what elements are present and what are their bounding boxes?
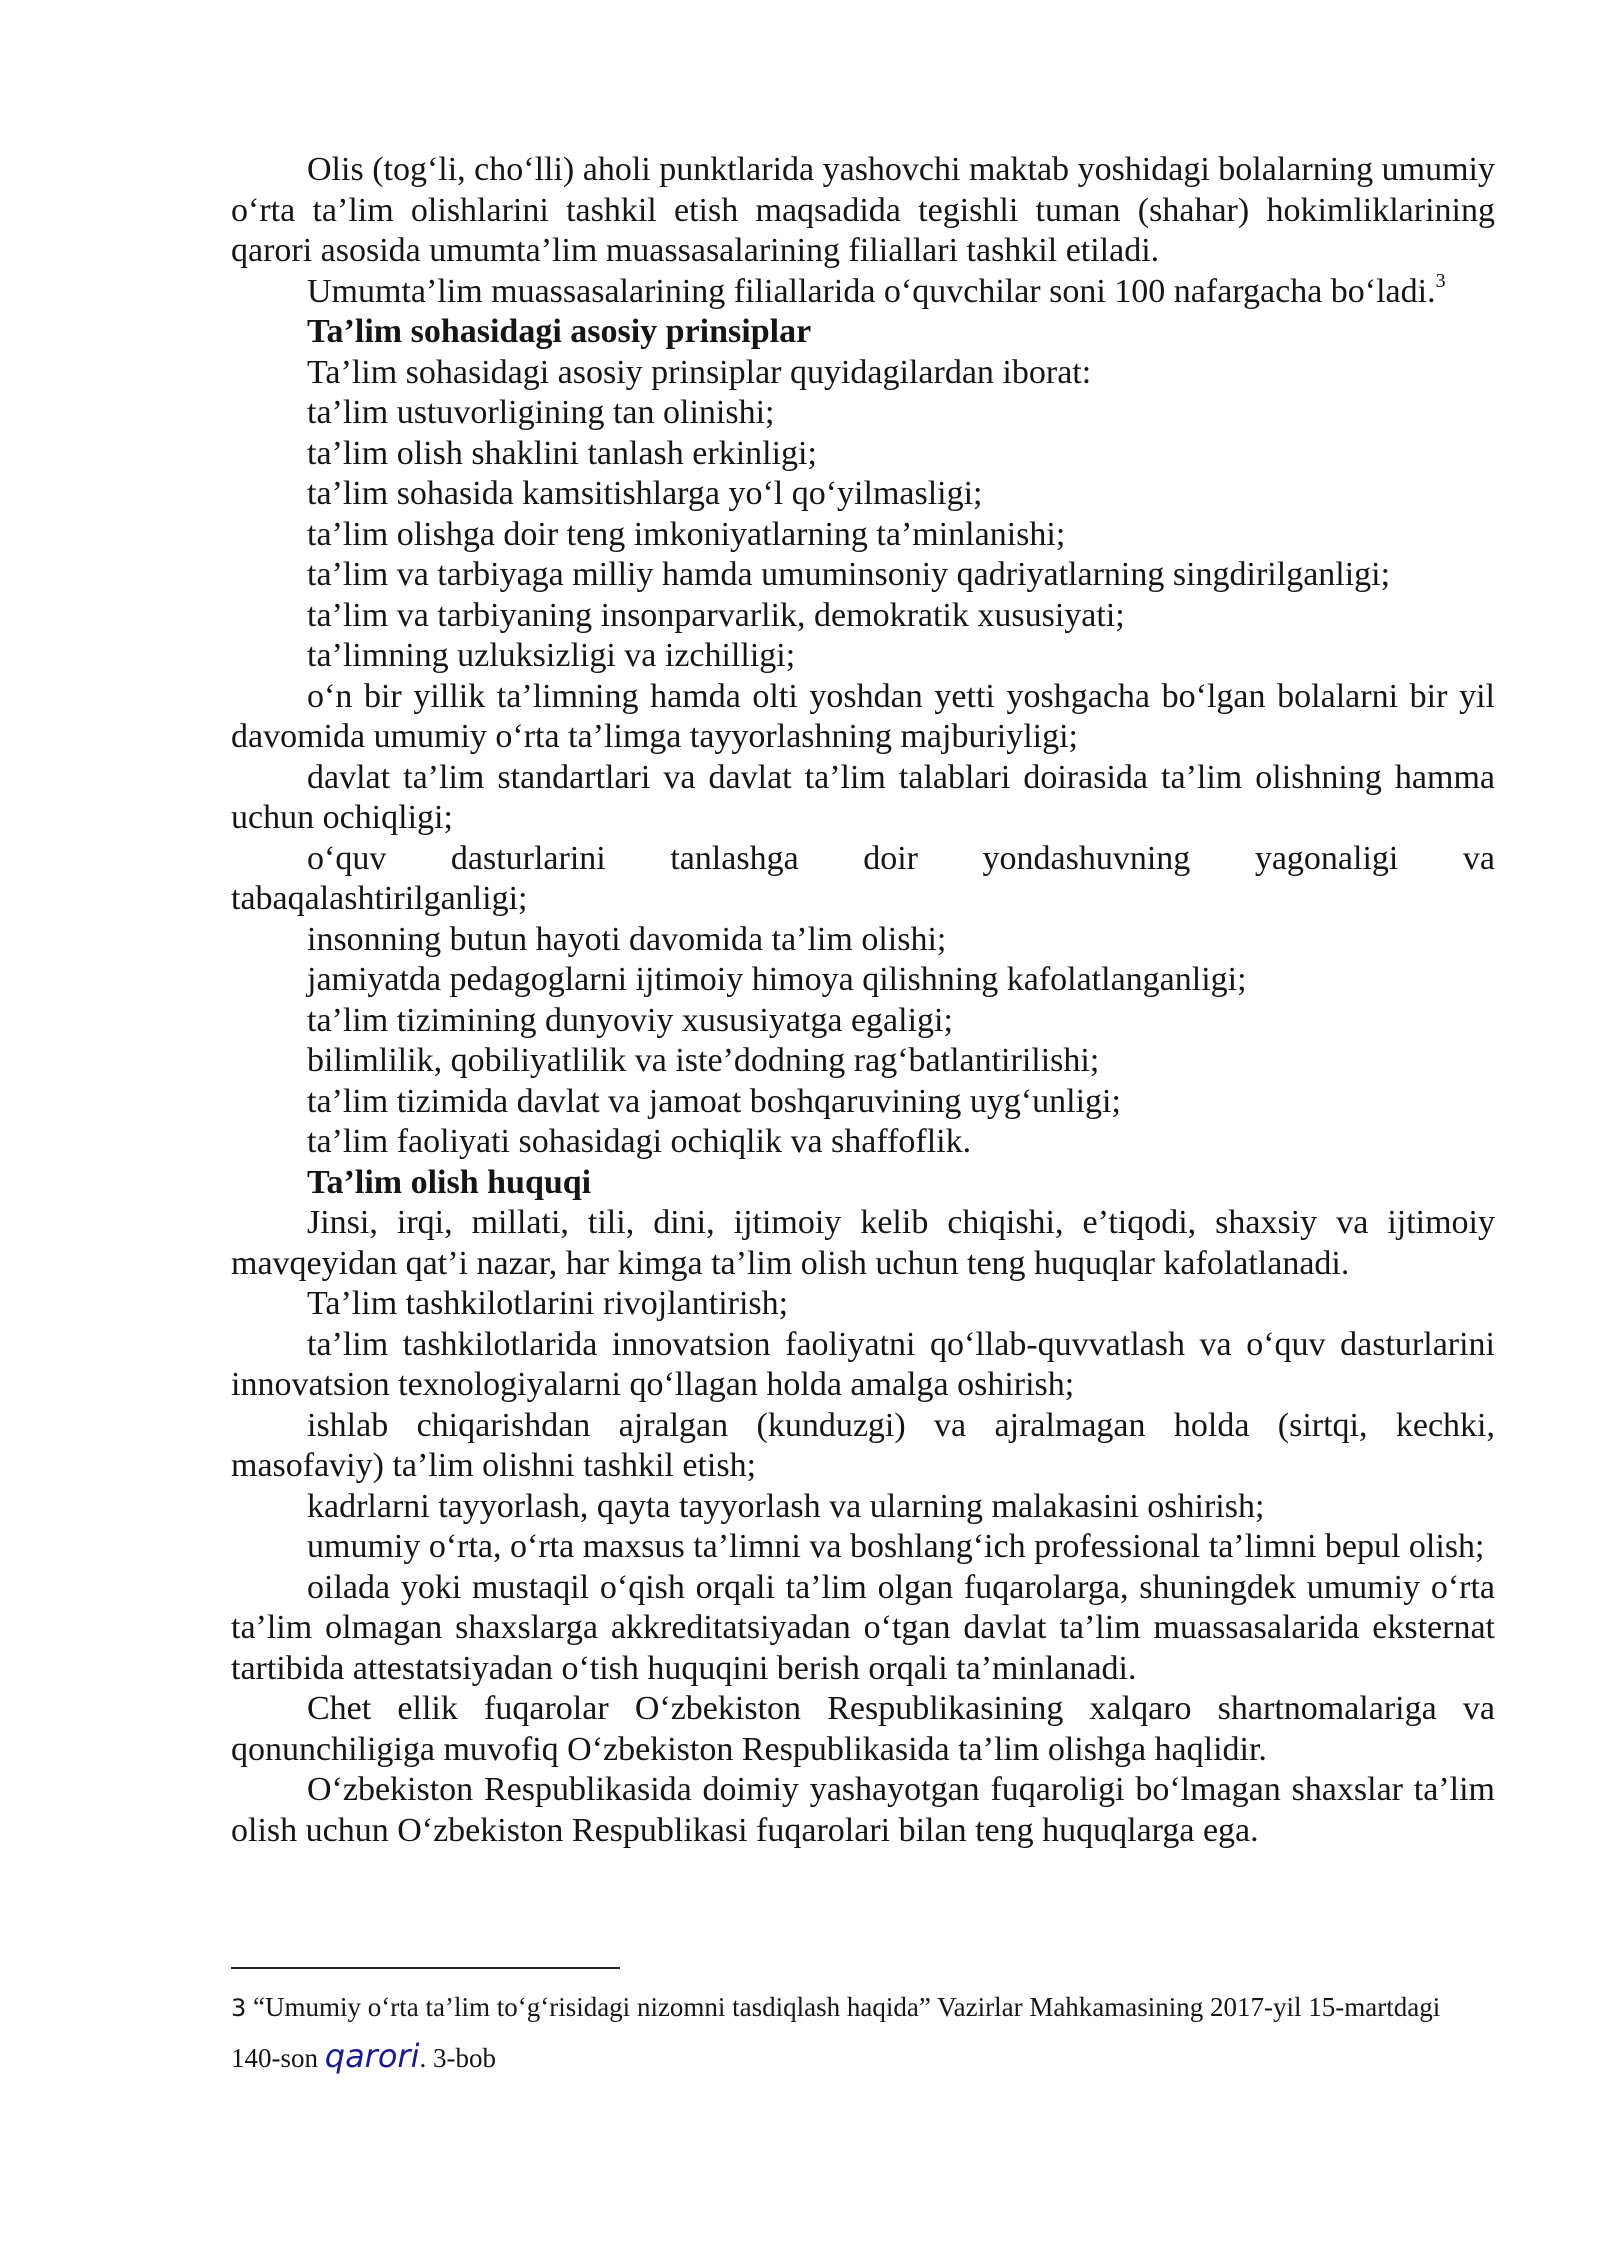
paragraph-text: Ta’lim sohasidagi asosiy prinsiplar quyidagilardan iborat: xyxy=(307,353,1092,391)
footnote-number: 3 xyxy=(231,1994,247,2022)
paragraph-text: jamiyatda pedagoglarni ijtimoiy himoya qilishning kafolatlanganligi; xyxy=(307,961,1247,998)
footnote-ref[interactable]: 3 xyxy=(1435,269,1446,292)
paragraph xyxy=(231,555,1495,596)
section-heading xyxy=(231,312,1495,353)
paragraph xyxy=(231,1001,1495,1042)
paragraph xyxy=(231,1203,1495,1284)
paragraph xyxy=(231,353,1495,394)
paragraph xyxy=(231,1041,1495,1082)
paragraph xyxy=(231,1284,1495,1325)
paragraph xyxy=(231,636,1495,677)
paragraph-text: davlat ta’lim standartlari va davlat ta’lim talablari doirasida ta’lim olishning hamma uchun ochiqligi; xyxy=(231,758,1495,836)
paragraph xyxy=(231,1325,1495,1406)
paragraph-text: ta’lim tashkilotlarida innovatsion faoliyatni qo‘llab-quvvatlash va o‘quv dasturlarini innovatsion texnologiyalarni qo‘llagan holda amalga oshirish; xyxy=(231,1325,1495,1403)
paragraph-text: Ta’lim tashkilotlarini rivojlantirish; xyxy=(307,1285,789,1322)
paragraph-text: ishlab chiqarishdan ajralgan (kunduzgi) va ajralmagan holda (sirtqi, kechki, masofaviy) ta’lim olishni tashkil etish; xyxy=(231,1406,1495,1484)
footnote xyxy=(231,1983,1495,2082)
paragraph-text: Ta’lim olish huquqi xyxy=(307,1163,592,1201)
footnote-text: “Umumiy o‘rta ta’lim to‘g‘risidagi nizomni tasdiqlash haqida” Vazirlar Mahkamasining 2017-yil 15-martdagi 140-son xyxy=(231,1992,1441,2073)
paragraph xyxy=(231,758,1495,839)
paragraph-text: Umumta’lim muassasalarining filiallarida o‘quvchilar soni 100 nafargacha bo‘ladi. xyxy=(307,272,1436,310)
paragraph-text: o‘n bir yillik ta’limning hamda olti yoshdan yetti yoshgacha bo‘lgan bolalarni bir yil davomida umumiy o‘rta ta’limga tayyorlashning majburiyligi; xyxy=(231,677,1495,755)
paragraph xyxy=(231,677,1495,758)
paragraph xyxy=(231,1527,1495,1568)
paragraph xyxy=(231,1568,1495,1690)
paragraph xyxy=(231,920,1495,961)
paragraph-text: Chet ellik fuqarolar O‘zbekiston Respublikasining xalqaro shartnomalariga va qonunchiligiga muvofiq O‘zbekiston Respublikasida ta’lim olishga haqlidir. xyxy=(231,1690,1495,1768)
paragraph xyxy=(231,960,1495,1001)
paragraph xyxy=(231,434,1495,475)
paragraph xyxy=(231,839,1495,880)
paragraph-text: ta’lim ustuvorligining tan olinishi; xyxy=(307,394,775,431)
paragraph-text: Jinsi, irqi, millati, tili, dini, ijtimoiy kelib chiqishi, e’tiqodi, shaxsiy va ijtimoiy mavqeyidan qat’i nazar, har kimga ta’lim olish uchun teng huquqlar kafolatlanadi. xyxy=(231,1204,1495,1282)
paragraph-text: ta’lim tizimining dunyoviy xususiyatga egaligi; xyxy=(307,1001,953,1039)
paragraph-text: oilada yoki mustaqil o‘qish orqali ta’lim olgan fuqarolarga, shuningdek umumiy o‘rta ta’lim olmagan shaxslarga akkreditatsiyadan o‘tgan davlat ta’lim muassasalarida eksternat tartibida attestatsiyadan o‘tish huquqini berish orqali ta’minlanadi. xyxy=(231,1568,1495,1687)
paragraph-text: umumiy o‘rta, o‘rta maxsus ta’limni va boshlang‘ich professional ta’limni bepul olish; xyxy=(307,1528,1485,1565)
paragraph-text: ta’limning uzluksizligi va izchilligi; xyxy=(307,637,796,674)
paragraph xyxy=(231,150,1495,272)
paragraph-text: Ta’lim sohasidagi asosiy prinsiplar xyxy=(307,313,812,350)
body-text xyxy=(231,150,1495,1851)
paragraph-text: bilimlilik, qobiliyatlilik va iste’dodning rag‘batlantirilishi; xyxy=(307,1042,1100,1079)
paragraph-text: ta’lim faoliyati sohasidagi ochiqlik va shaffoflik. xyxy=(307,1123,972,1160)
section-heading xyxy=(231,1163,1495,1204)
paragraph xyxy=(231,596,1495,637)
paragraph-text: ta’lim tizimida davlat va jamoat boshqaruvining uyg‘unligi; xyxy=(307,1082,1121,1120)
paragraph-text: insonning butun hayoti davomida ta’lim olishi; xyxy=(307,920,947,958)
paragraph-text: ta’lim olishga doir teng imkoniyatlarning ta’minlanishi; xyxy=(307,515,1066,553)
paragraph xyxy=(231,879,1495,920)
paragraph-text: kadrlarni tayyorlash, qayta tayyorlash va ularning malakasini oshirish; xyxy=(307,1487,1265,1525)
footnote-separator xyxy=(231,1967,620,1969)
footnote-link[interactable]: qarori xyxy=(324,2037,420,2075)
paragraph xyxy=(231,474,1495,515)
paragraph xyxy=(231,1770,1495,1851)
paragraph-text: ta’lim va tarbiyaning insonparvarlik, demokratik xususiyati; xyxy=(307,596,1125,634)
footnote-text-end: . 3-bob xyxy=(419,2043,496,2073)
paragraph-text: o‘quv dasturlarini tanlashga doir yondashuvning yagonaligi va xyxy=(307,839,1495,877)
paragraph xyxy=(231,1487,1495,1528)
paragraph xyxy=(231,1689,1495,1770)
paragraph xyxy=(231,1082,1495,1123)
paragraph-text: tabaqalashtirilganligi; xyxy=(231,880,528,917)
paragraph-text: Olis (tog‘li, cho‘lli) aholi punktlarida yashovchi maktab yoshidagi bolalarning umumiy o‘rta ta’lim olishlarini tashkil etish maqsadida tegishli tuman (shahar) hokimliklarining qarori asosida umumta’lim muassasalarining filiallari tashkil etiladi. xyxy=(231,151,1495,269)
paragraph xyxy=(231,515,1495,556)
paragraph xyxy=(231,393,1495,434)
paragraph xyxy=(231,1122,1495,1163)
paragraph xyxy=(231,1406,1495,1487)
paragraph-text: O‘zbekiston Respublikasida doimiy yashayotgan fuqaroligi bo‘lmagan shaxslar ta’lim olish uchun O‘zbekiston Respublikasi fuqarolari bilan teng huquqlarga ega. xyxy=(231,1771,1495,1849)
paragraph xyxy=(231,269,1495,313)
paragraph-text: ta’lim va tarbiyaga milliy hamda umuminsoniy qadriyatlarning singdirilganligi; xyxy=(307,556,1391,593)
paragraph-text: ta’lim sohasida kamsitishlarga yo‘l qo‘yilmasligi; xyxy=(307,475,983,512)
paragraph-text: ta’lim olish shaklini tanlash erkinligi; xyxy=(307,434,817,472)
